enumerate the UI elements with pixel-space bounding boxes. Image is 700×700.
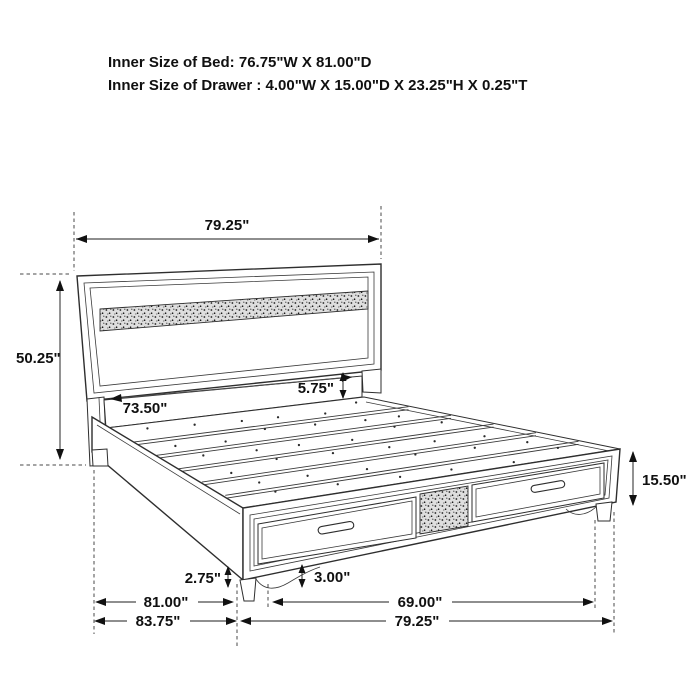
dim-label-inner-length: 81.00" <box>143 594 189 611</box>
dim-base-height <box>185 566 232 588</box>
dim-label-outer-length: 83.75" <box>135 613 181 630</box>
dim-label-drawer-area-width: 69.00" <box>397 594 443 611</box>
dim-outer-length <box>94 613 237 630</box>
front-left-leg <box>240 578 256 601</box>
inner-size-of-bed-text: Inner Size of Bed: 76.75"W X 81.00"D <box>108 54 372 71</box>
dim-label-footboard-height: 15.50" <box>642 472 687 489</box>
dim-label-base-height: 2.75" <box>184 570 221 587</box>
dim-leg-clearance <box>299 564 351 588</box>
inner-size-of-drawer-text: Inner Size of Drawer : 4.00"W X 15.00"D X 23.25"H X 0.25"T <box>108 77 528 94</box>
dim-headboard-width <box>74 206 381 271</box>
front-right-leg <box>596 502 612 521</box>
dim-label-leg-clearance: 3.00" <box>314 569 351 586</box>
dim-headboard-height <box>16 274 86 465</box>
headboard-right-post <box>362 369 381 393</box>
footboard-glitter-panel <box>420 486 468 534</box>
head-left-leg <box>92 449 108 466</box>
dim-label-footboard-width: 79.25" <box>394 613 440 630</box>
dim-label-headboard-height: 50.25" <box>16 350 61 367</box>
dim-label-headboard-width: 79.25" <box>204 217 250 234</box>
dim-footboard-height <box>629 451 687 506</box>
dim-label-rail-height: 5.75" <box>297 380 334 397</box>
dim-label-slat-area-width: 73.50" <box>122 400 168 417</box>
